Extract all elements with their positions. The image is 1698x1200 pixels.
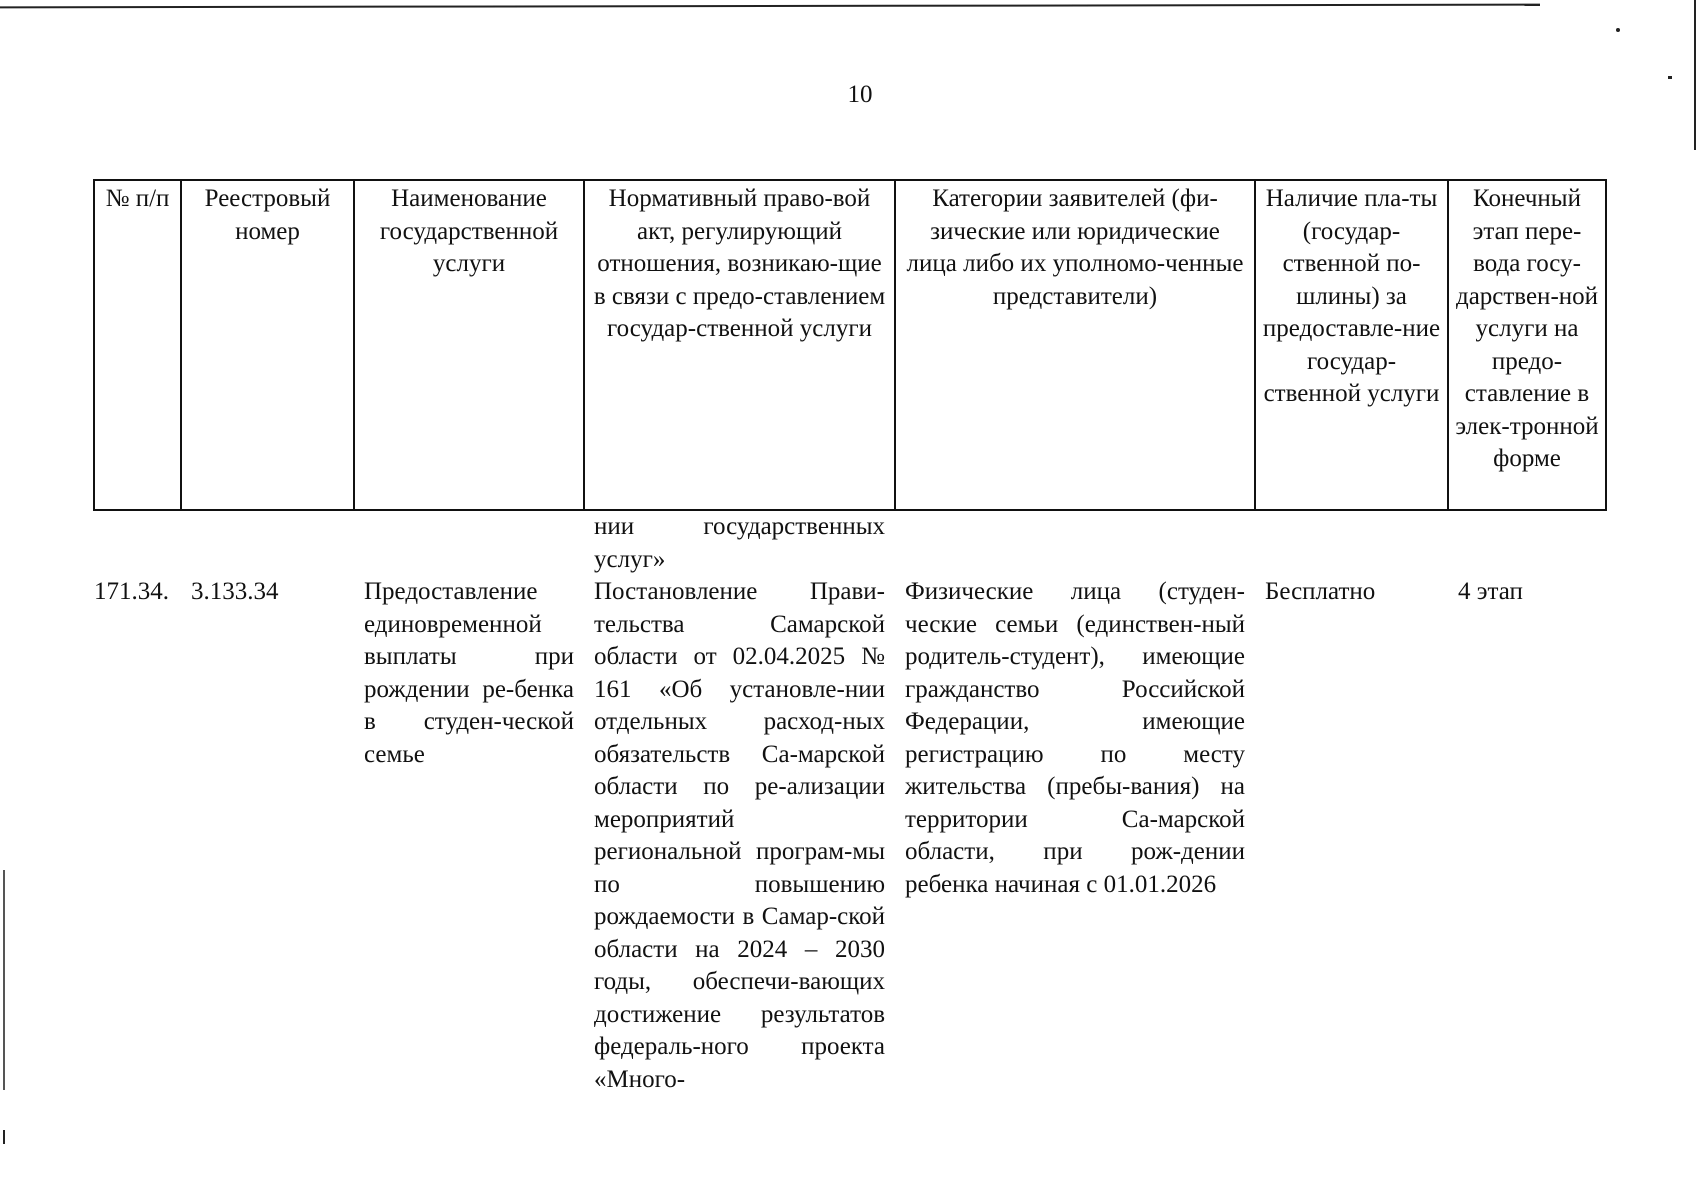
header-service-name: Наименование государственной услуги xyxy=(354,180,584,510)
row-applicant-categories: Физические лица (студен-ческие семьи (единствен-ный родитель-студент), имеющие гражданство Российской Федерации, имеющие регистрацию по месту жительства (пребы-вания) на территории Са-марской области, при рож-дении ребенка начиная с 01.01.2026 xyxy=(905,578,1245,898)
row-legal-act: Постановление Прави-тельства Самарской области от 02.04.2025 № 161 «Об установле-нии отдельных расход-ных обязательств Са-марской области по ре-ализации мероприятий региональной програм-мы по повышению рождаемости в Самар-ской области на 2024 – 2030 годы, обеспечи-вающих достижение результатов федераль-ного проекта «Много- xyxy=(594,578,885,1093)
act-continuation-text: нии государственных услуг» xyxy=(594,513,885,573)
page-number: 10 xyxy=(847,81,873,108)
header-final-stage: Конечный этап пере-вода госу-дарствен-ной услуги на предо-ставление в элек-тронной форме xyxy=(1448,180,1606,510)
scan-edge-line xyxy=(1694,0,1696,150)
row-number: 171.34. xyxy=(94,578,169,605)
row-registry-number: 3.133.34 xyxy=(191,578,279,605)
header-applicant-categories: Категории заявителей (фи-зические или юридические лица либо их уполномо-ченные представители) xyxy=(895,180,1255,510)
row-service-name: Предоставление единовременной выплаты при рождении ре-бенка в студен-ческой семье xyxy=(364,578,574,768)
table-header-row xyxy=(94,180,1606,510)
header-registry-number: Реестровый номер xyxy=(181,180,354,510)
scan-speck xyxy=(1668,76,1672,79)
scan-speck xyxy=(1616,28,1620,32)
header-fee: Наличие пла-ты (государ-ственной по-шлины) за предоставле-ние государ-ственной услуги xyxy=(1255,180,1448,510)
services-table xyxy=(93,179,1607,1096)
table-row xyxy=(94,576,1606,1096)
continuation-row xyxy=(94,510,1606,576)
header-legal-act: Нормативный право-вой акт, регулирующий отношения, возникаю-щие в связи с предо-ставлением государ-ственной услуги xyxy=(584,180,895,510)
row-fee: Бесплатно xyxy=(1265,578,1376,605)
header-number: № п/п xyxy=(94,180,181,510)
scan-edge-line xyxy=(3,1130,5,1144)
scan-edge-line xyxy=(3,870,5,1090)
row-final-stage: 4 этап xyxy=(1458,578,1523,605)
top-border-line xyxy=(0,4,1540,9)
